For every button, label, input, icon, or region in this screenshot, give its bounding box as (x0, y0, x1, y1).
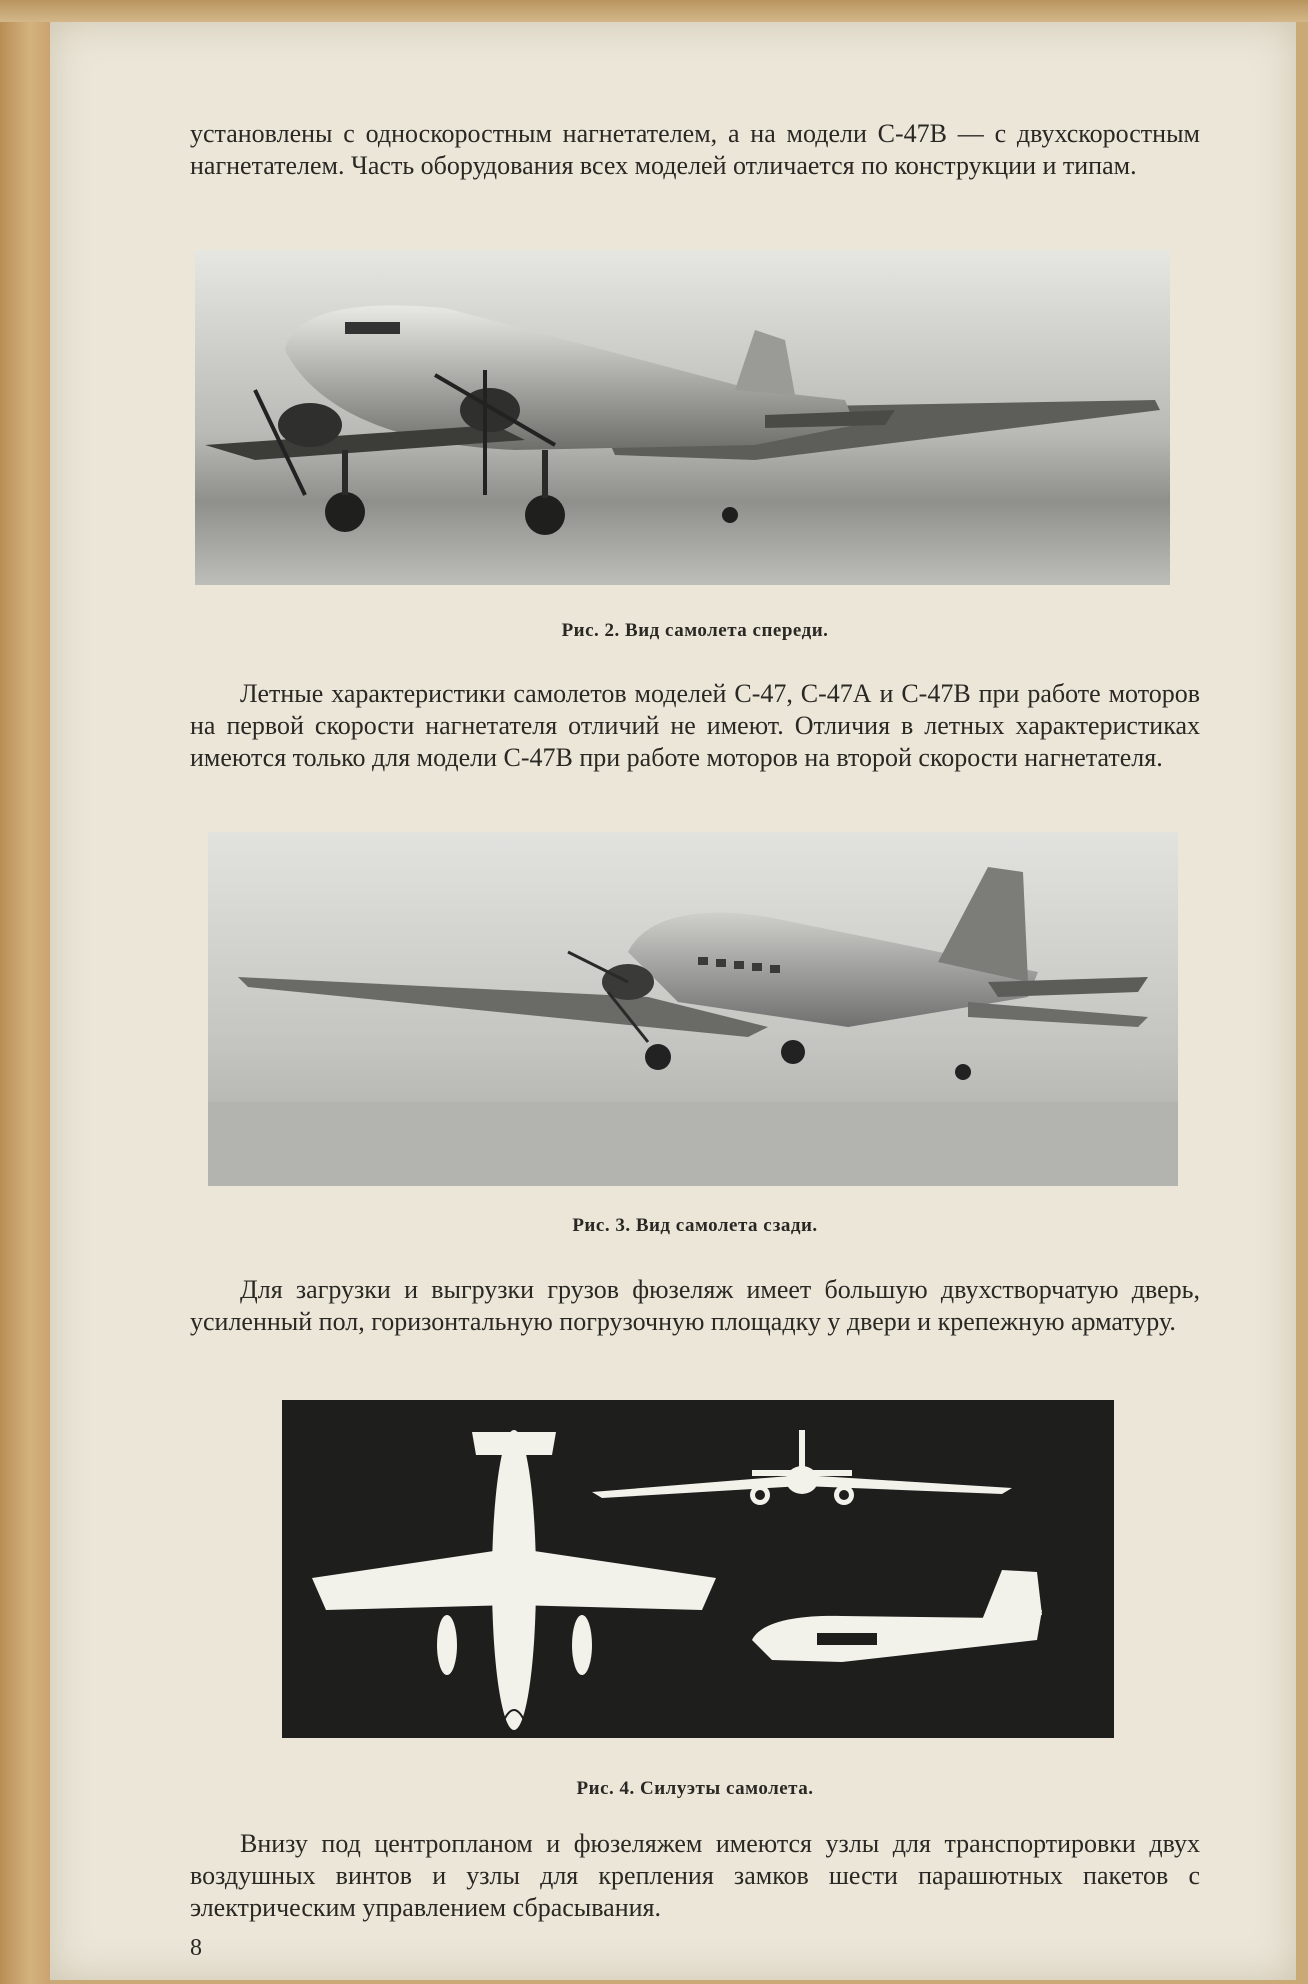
paragraph-1: установлены с односкоростным нагнетателем, а на модели С-47В — с двухскоростным нагнетателем. Часть оборудования всех моделей отличается по конструкции и типам. (190, 119, 1200, 180)
book-binding (0, 0, 50, 1984)
paragraph-2-text: Летные характеристики самолетов моделей С-47, С-47А и С-47В при работе моторов на первой скорости нагнетателя отличий не имеют. Отличия в летных характеристиках имеются только для модели С-47В при работе моторов на второй скорости нагнетателя. (190, 679, 1200, 772)
figure-4-silhouettes (282, 1400, 1114, 1738)
figure-2-caption: Рис. 2. Вид самолета спереди. (561, 620, 829, 641)
page-top-edge (0, 0, 1308, 22)
paragraph-4-text: Внизу под центропланом и фюзеляжем имеются узлы для транспортировки двух воздушных винтов и узлы для крепления замков шести парашютных пакетов с электрическим управлением сбрасывания. (190, 1829, 1200, 1922)
paragraph-3-text: Для загрузки и выгрузки грузов фюзеляж имеет большую двухстворчатую дверь, усиленный пол, горизонтальную погрузочную площадку у двери и крепежную арматуру. (190, 1275, 1200, 1336)
figure-3-photo (208, 832, 1178, 1186)
paragraph-4 (190, 1828, 1200, 1924)
airplane-rear-view-image (208, 832, 1178, 1186)
figure-3-caption: Рис. 3. Вид самолета сзади. (572, 1215, 818, 1236)
figure-4-caption: Рис. 4. Силуэты самолета. (576, 1778, 814, 1799)
airplane-silhouettes-image (282, 1400, 1114, 1738)
paragraph-2 (190, 678, 1200, 774)
airplane-front-view-image (195, 250, 1170, 585)
paragraph-3 (190, 1274, 1200, 1338)
figure-2-photo (195, 250, 1170, 585)
page-number: 8 (190, 1935, 202, 1961)
